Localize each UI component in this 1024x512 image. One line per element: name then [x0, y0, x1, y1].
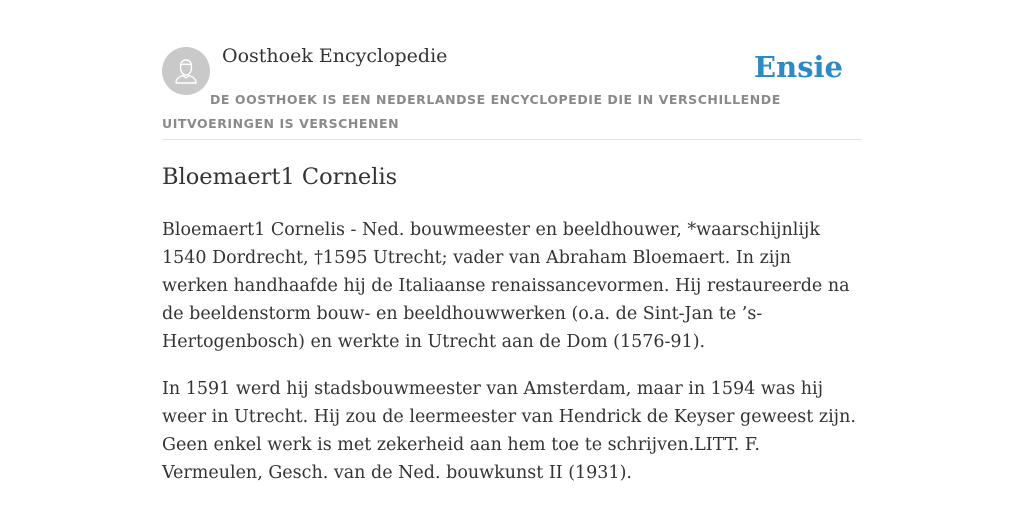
entry-paragraph: In 1591 werd hij stadsbouwmeester van Amsterdam, maar in 1594 was hij weer in Utrecht. Hij zou de leermeester van Hendrick de Keyser geweest zijn. Geen enkel werk is met zekerheid aan hem toe te schrijven.LITT. F. Vermeulen, Gesch. van de Ned. bouwkunst II (1931).: [162, 379, 856, 483]
page-container: [162, 0, 862, 483]
entry-title: Bloemaert1 Cornelis: [162, 164, 398, 190]
source-tagline: DE OOSTHOEK IS EEN NEDERLANDSE ENCYCLOPEDIE DIE IN VERSCHILLENDE UITVOERINGEN IS VERSCHENEN: [162, 92, 781, 131]
entry-paragraph: Bloemaert1 Cornelis - Ned. bouwmeester en beeldhouwer, *waarschijnlijk 1540 Dordrecht, †1595 Utrecht; vader van Abraham Bloemaert. In zijn werken handhaafde hij de Italiaanse renaissancevormen. Hij restaureerde na de beeldenstorm bouw- en beeldhouwwerken (o.a. de Sint-Jan te ’s-Hertogenbosch) en werkte in Utrecht aan de Dom (1576-91).: [162, 220, 850, 352]
ensie-logo[interactable]: Ensie: [754, 50, 843, 84]
entry-body: [162, 216, 862, 506]
source-header: [162, 0, 862, 140]
source-title-link[interactable]: Oosthoek Encyclopedie: [222, 45, 448, 67]
